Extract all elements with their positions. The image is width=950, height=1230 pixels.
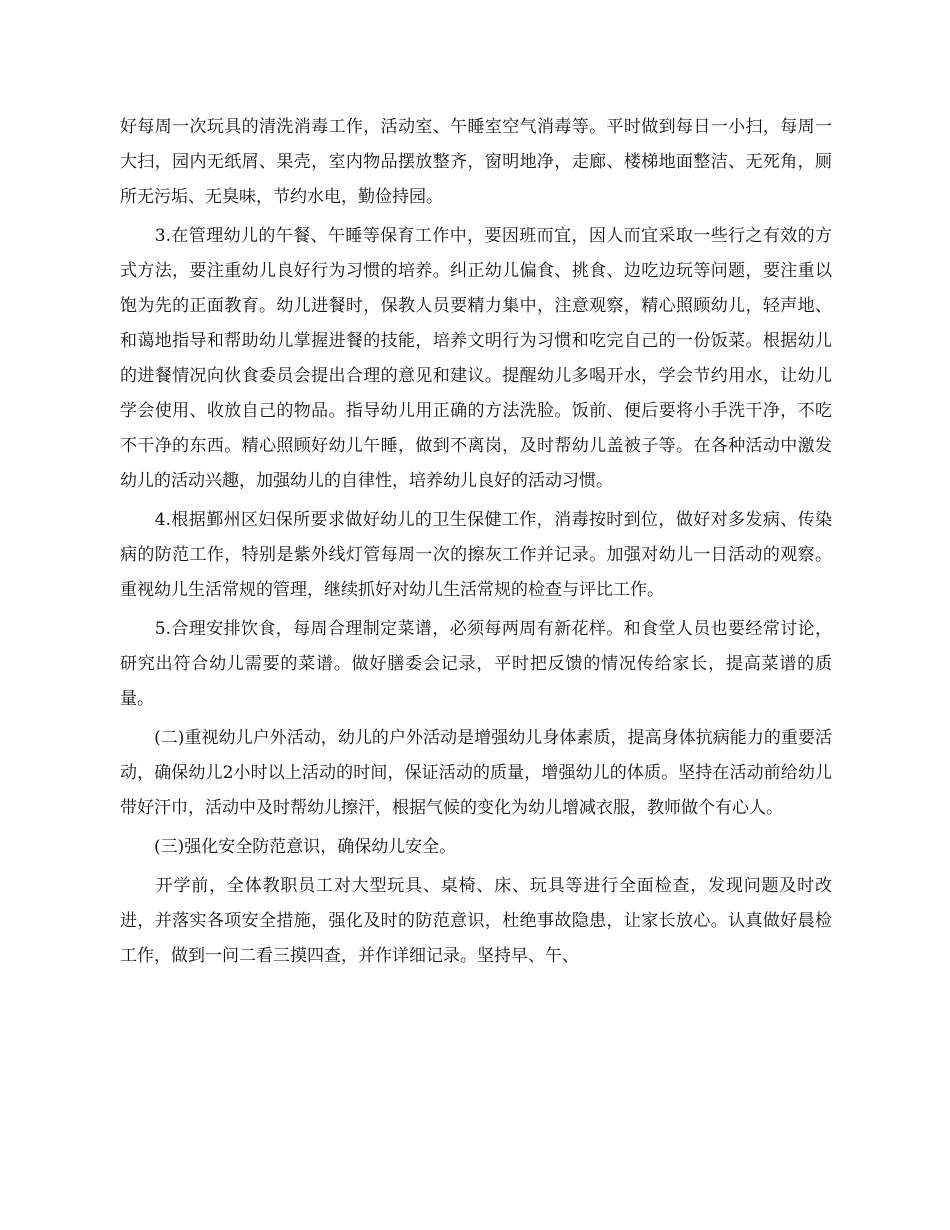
paragraph-cleaning-continued: 好每周一次玩具的清洗消毒工作，活动室、午睡室空气消毒等。平时做到每日一小扫，每周一大扫，园内无纸屑、果壳，室内物品摆放整齐，窗明地净，走廊、楼梯地面整洁、无死角，厕所无污垢、无臭味，节约水电，勤俭持园。: [120, 117, 832, 207]
paragraph-item-5-diet: 5.合理安排饮食，每周合理制定菜谱，必须每两周有新花样。和食堂人员也要经常讨论，研究出符合幼儿需要的菜谱。做好膳委会记录，平时把反馈的情况传给家长，提高菜谱的质量。: [120, 619, 832, 709]
paragraph-item-3-meal-nap-care: 3.在管理幼儿的午餐、午睡等保育工作中，要因班而宜，因人而宜采取一些行之有效的方式方法，要注重幼儿良好行为习惯的培养。纠正幼儿偏食、挑食、边吃边玩等问题，要注重以饱为先的正面教育。幼儿进餐时，保教人员要精力集中，注意观察，精心照顾幼儿，轻声地、和蔼地指导和帮助幼儿掌握进餐的技能，培养文明行为习惯和吃完自己的一份饭菜。根据幼儿的进餐情况向伙食委员会提出合理的意见和建议。提醒幼儿多喝开水，学会节约用水，让幼儿学会使用、收放自己的物品。指导幼儿用正确的方法洗脸。饭前、便后要将小手洗干净，不吃不干净的东西。精心照顾好幼儿午睡，做到不离岗，及时帮幼儿盖被子等。在各种活动中激发幼儿的活动兴趣，加强幼儿的自律性，培养幼儿良好的活动习惯。: [120, 226, 832, 491]
paragraph-section-2-outdoor-activity: (二)重视幼儿户外活动，幼儿的户外活动是增强幼儿身体素质，提高身体抗病能力的重要活动，确保幼儿2小时以上活动的时间，保证活动的质量，增强幼儿的体质。坚持在活动前给幼儿带好汗巾，活动中及时帮幼儿擦汗，根据气候的变化为幼儿增减衣服，教师做个有心人。: [120, 728, 832, 818]
document-body: [120, 110, 832, 978]
paragraph-item-4-health-care: 4.根据鄞州区妇保所要求做好幼儿的卫生保健工作，消毒按时到位，做好对多发病、传染病的防范工作，特别是紫外线灯管每周一次的擦灰工作并记录。加强对幼儿一日活动的观察。重视幼儿生活常规的管理，继续抓好对幼儿生活常规的检查与评比工作。: [120, 510, 832, 600]
paragraph-safety-details: 开学前，全体教职员工对大型玩具、桌椅、床、玩具等进行全面检查，发现问题及时改进，并落实各项安全措施，强化及时的防范意识，杜绝事故隐患，让家长放心。认真做好晨检工作，做到一问二看三摸四查，并作详细记录。坚持早、午、: [120, 876, 832, 966]
paragraph-section-3-heading-safety: (三)强化安全防范意识，确保幼儿安全。: [120, 837, 457, 857]
